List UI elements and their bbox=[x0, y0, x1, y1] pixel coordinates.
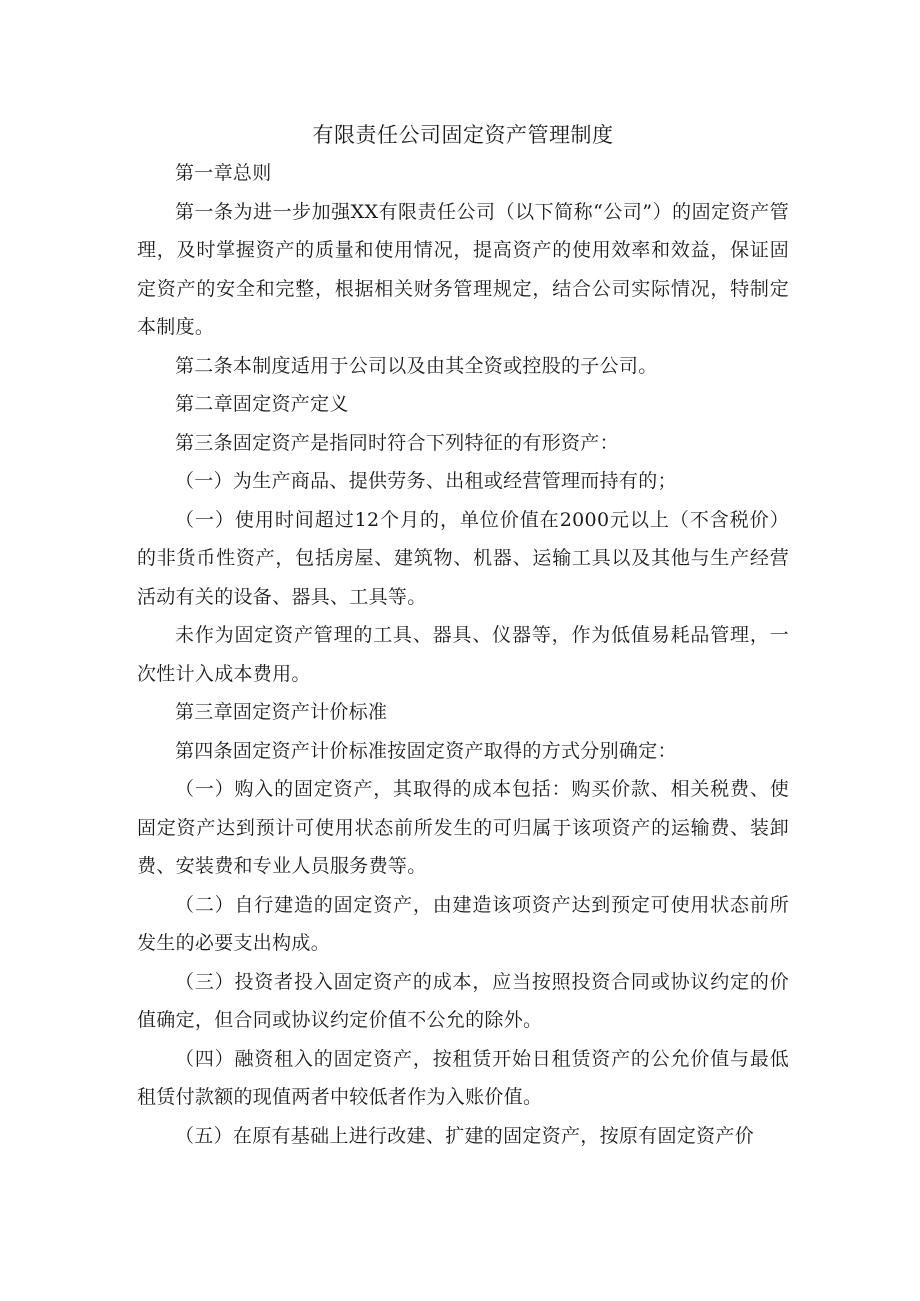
article-3: 第三条固定资产是指同时符合下列特征的有形资产： bbox=[175, 431, 619, 454]
article-3-note: 未作为固定资产管理的工具、器具、仪器等，作为低值易耗品管理，一次性计入成本费用。 bbox=[137, 624, 789, 685]
chapter-heading-1: 第一章总则 bbox=[175, 162, 272, 184]
chapter-heading-2: 第二章固定资产定义 bbox=[175, 393, 349, 415]
article-4-item-4: （四）融资租入的固定资产，按租赁开始日租赁资产的公允价值与最低租赁付款额的现值两者中较低者作为入账价值。 bbox=[137, 1047, 789, 1108]
article-4-item-3: （三）投资者投入固定资产的成本，应当按照投资合同或协议约定的价值确定，但合同或协议约定价值不公允的除外。 bbox=[137, 970, 789, 1031]
document-title: 有限责任公司固定资产管理制度 bbox=[312, 123, 614, 147]
article-4-item-5: （五）在原有基础上进行改建、扩建的固定资产，按原有固定资产价 bbox=[175, 1124, 755, 1147]
article-4-item-1: （一）购入的固定资产，其取得的成本包括：购买价款、相关税费、使固定资产达到预计可使用状态前所发生的可归属于该项资产的运输费、装卸费、安装费和专业人员服务费等。 bbox=[137, 778, 789, 877]
document-body bbox=[137, 116, 789, 1155]
article-1: 第一条为进一步加强XX有限责任公司（以下简称“公司”）的固定资产管理，及时掌握资产的质量和使用情况，提高资产的使用效率和效益，保证固定资产的安全和完整，根据相关财务管理规定，结合公司实际情况，特制定本制度。 bbox=[137, 200, 789, 338]
article-4-item-2: （二）自行建造的固定资产，由建造该项资产达到预定可使用状态前所发生的必要支出构成。 bbox=[137, 893, 789, 954]
chapter-heading-3: 第三章固定资产计价标准 bbox=[175, 701, 388, 723]
article-3-item-2: （一）使用时间超过12个月的，单位价值在2000元以上（不含税价）的非货币性资产，包括房屋、建筑物、机器、运输工具以及其他与生产经营活动有关的设备、器具、工具等。 bbox=[137, 508, 789, 608]
article-4: 第四条固定资产计价标准按固定资产取得的方式分别确定： bbox=[175, 739, 677, 762]
article-3-item-1: （一）为生产商品、提供劳务、出租或经营管理而持有的； bbox=[175, 470, 677, 492]
article-2: 第二条本制度适用于公司以及由其全资或控股的子公司。 bbox=[175, 354, 658, 377]
